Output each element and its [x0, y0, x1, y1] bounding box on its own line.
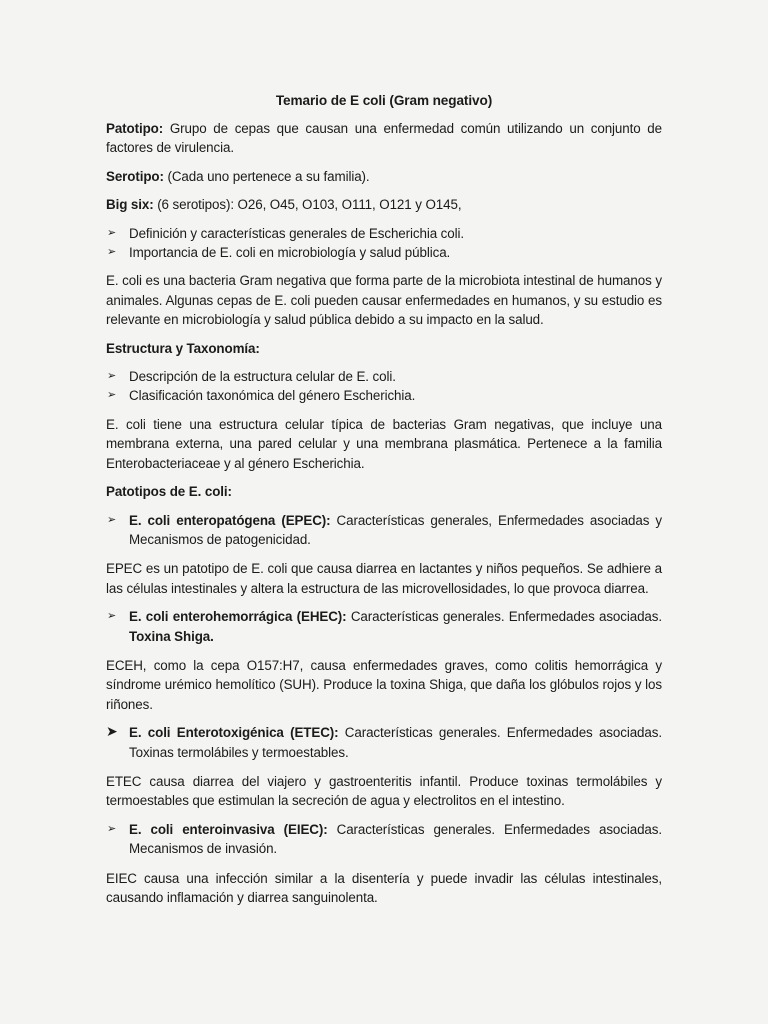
eiec-bullet-item: [106, 820, 662, 859]
estructura-bullet-item: [106, 367, 662, 386]
patotipo-term: Patotipo:: [106, 121, 164, 136]
etec-name: E. coli Enterotoxigénica (ETEC):: [129, 725, 339, 741]
intro-bullet-item: [106, 224, 662, 243]
estructura-bullet-text: Descripción de la estructura celular de E. coli.: [129, 369, 396, 385]
estructura-bullet-list: [106, 367, 662, 406]
arrowhead-bullet-icon: ➢: [107, 370, 117, 383]
ehec-bullet-item: [106, 607, 662, 646]
ehec-desc: Características generales. Enfermedades asociadas.: [346, 609, 662, 625]
arrowhead-bullet-icon: ➢: [107, 822, 117, 835]
patotipos-heading-text: Patotipos de E. coli:: [106, 484, 232, 500]
estructura-heading: [106, 339, 662, 358]
ehec-bold-tail: Toxina Shiga.: [129, 628, 214, 644]
epec-bullet: [106, 511, 662, 550]
eiec-paragraph: EIEC causa una infección similar a la disentería y puede invadir las células intestinales, causando inflamación y diarrea sanguinolenta.: [106, 870, 662, 905]
etec-bullet-item: [106, 723, 662, 762]
bigsix-term: Big six:: [106, 197, 154, 213]
ehec-bullet: [106, 607, 662, 646]
epec-paragraph: EPEC es un patotipo de E. coli que causa diarrea en lactantes y niños pequeños. Se adhiere a las células intestinales y altera la estructura de las microvellosidades, lo que provoca diarrea.: [106, 561, 662, 596]
intro-bullet-item: [106, 243, 662, 262]
ehec-paragraph: ECEH, como la cepa O157:H7, causa enfermedades graves, como colitis hemorrágica y síndrome urémico hemolítico (SUH). Produce la toxina Shiga, que daña los glóbulos rojos y los riñones.: [106, 657, 662, 712]
bigsix-definition: [106, 195, 662, 214]
eiec-name: E. coli enteroinvasiva (EIEC):: [129, 821, 328, 837]
serotipo-term: Serotipo:: [106, 168, 164, 184]
arrowhead-bullet-icon: ➢: [107, 610, 117, 623]
arrowhead-bullet-icon: ➢: [107, 513, 117, 526]
intro-bullet-text: Importancia de E. coli en microbiología y salud pública.: [129, 245, 451, 261]
estructura-bullet-item: [106, 386, 662, 405]
etec-paragraph: ETEC causa diarrea del viajero y gastroenteritis infantil. Produce toxinas termolábiles y termoestables que estimulan la secreción de agua y electrolitos en el intestino.: [106, 773, 662, 809]
epec-bullet-item: [106, 511, 662, 550]
patotipo-text: Grupo de cepas que causan una enfermedad común utilizando un conjunto de factores de virulencia.: [106, 121, 662, 156]
estructura-bullet-text: Clasificación taxonómica del género Escherichia.: [129, 388, 416, 404]
patotipos-heading: [106, 482, 662, 501]
epec-desc: Características generales, Enfermedades asociadas y Mecanismos de patogenicidad.: [129, 512, 662, 547]
estructura-paragraph: E. coli tiene una estructura celular típica de bacterias Gram negativas, que incluye una membrana externa, una pared celular y una membrana plasmática. Pertenece a la familia Enterobacteriaceae y al género Escherichia.: [106, 416, 662, 471]
intro-paragraph: E. coli es una bacteria Gram negativa que forma parte de la microbiota intestinal de humanos y animales. Algunas cepas de E. coli pueden causar enfermedades en humanos, y su estudio es relevante en microbiología y salud pública debido a su impacto en la salud.: [106, 273, 662, 328]
arrowhead-bullet-icon: ➢: [107, 226, 117, 239]
document-title: Temario de E coli (Gram negativo): [275, 93, 493, 108]
intro-bullet-text: Definición y características generales de Escherichia coli.: [129, 225, 464, 241]
epec-name: E. coli enteropatógena (EPEC):: [129, 512, 331, 528]
etec-desc: Características generales. Enfermedades asociadas. Toxinas termolábiles y termoestables.: [129, 725, 662, 760]
etec-bullet: [106, 723, 662, 762]
serotipo-definition: [106, 167, 662, 186]
estructura-heading-text: Estructura y Taxonomía:: [106, 340, 260, 356]
intro-bullet-list: [106, 224, 662, 263]
arrowhead-bullet-icon: ➤: [106, 723, 118, 740]
patotipo-definition: [106, 119, 662, 158]
eiec-desc: Características generales. Enfermedades asociadas. Mecanismos de invasión.: [129, 821, 662, 857]
arrowhead-bullet-icon: ➢: [107, 389, 117, 402]
eiec-bullet: [106, 820, 662, 859]
ehec-name: E. coli enterohemorrágica (EHEC):: [129, 609, 347, 625]
serotipo-text: (Cada uno pertenece a su familia).: [163, 168, 370, 184]
arrowhead-bullet-icon: ➢: [107, 246, 117, 259]
bigsix-text: (6 serotipos): O26, O45, O103, O111, O121 y O145,: [153, 197, 462, 213]
